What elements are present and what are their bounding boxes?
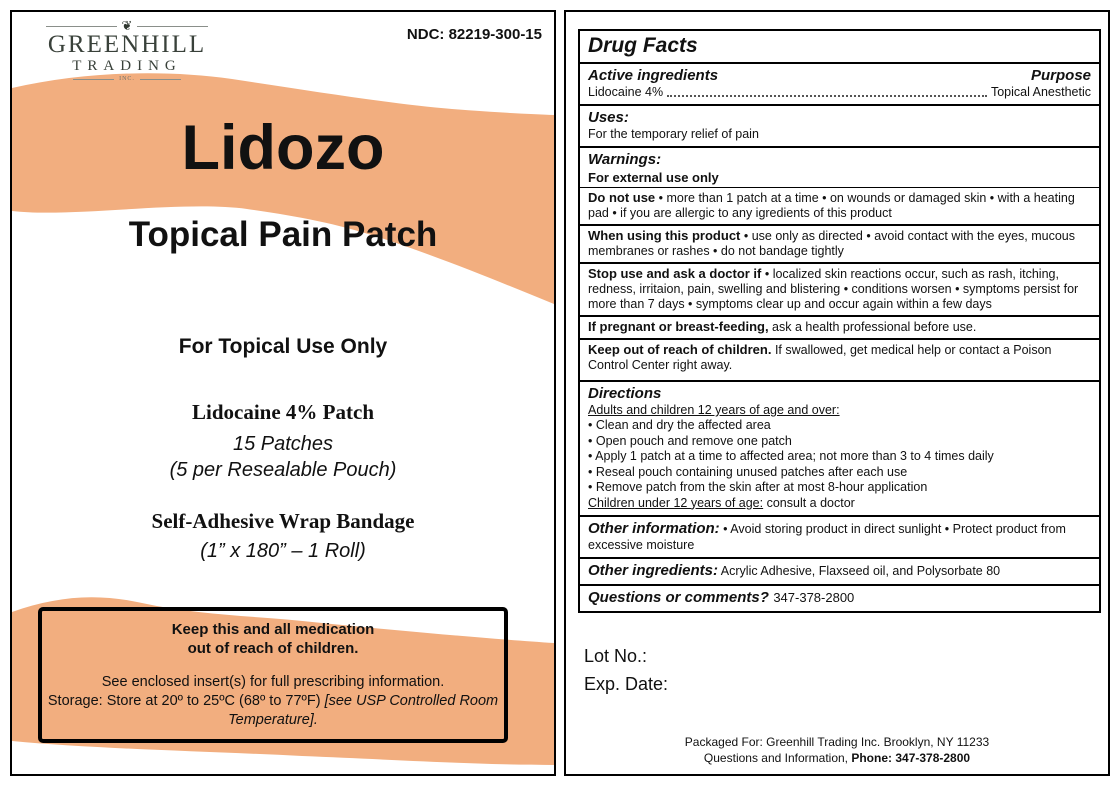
logo-trading-text: TRADING <box>72 58 182 74</box>
active-purpose-headings <box>588 66 1091 85</box>
packager-footer <box>566 734 1108 766</box>
storage-statement <box>42 692 504 730</box>
other-information-row <box>588 519 1091 553</box>
lot-number-label: Lot No.: <box>584 646 648 666</box>
logo-rule-left <box>46 26 117 27</box>
front-label-content <box>12 12 554 774</box>
ndc-number: NDC: 82219-300-15 <box>406 26 542 43</box>
active-ingredients-heading: Active ingredients <box>588 67 719 84</box>
direction-step: • Reseal pouch containing unused patches after each use <box>588 465 1091 481</box>
storage-usp-reference: [see USP Controlled Room Temperature]. <box>228 693 499 728</box>
stop-use-text: • localized skin reactions occur, such as rash, itching, redness, irritaion, pain, swelling and blistering • conditions worsen • symptoms persist for more than 7 days • symptoms clear up and occur again within a few days <box>588 267 1079 311</box>
purpose-heading: Purpose <box>1030 67 1091 84</box>
directions-list <box>588 418 1091 496</box>
pregnant-lead: If pregnant or breast-feeding, <box>588 319 769 334</box>
uses-text: For the temporary relief of pain <box>588 127 759 141</box>
logo-inc-row <box>18 76 236 82</box>
questions-heading: Questions or comments? <box>588 588 769 606</box>
purpose-value: Topical Anesthetic <box>990 85 1091 99</box>
do-not-use-text: • more than 1 patch at a time • on wounds or damaged skin • with a heating pad • if you are allergic to any igredients of this product <box>588 191 1075 220</box>
direction-step: • Clean and dry the affected area <box>588 418 1091 434</box>
pouch-count: (5 per Resealable Pouch) <box>169 459 397 481</box>
bandage-statement: Self-Adhesive Wrap Bandage <box>151 509 415 533</box>
logo-inc-rule-left <box>73 79 114 80</box>
questions-info-text: Questions and Information, <box>703 751 852 765</box>
uses-section <box>580 104 1099 146</box>
do-not-use-lead: Do not use <box>588 190 656 205</box>
active-ingredients-section <box>580 62 1099 104</box>
keep-box-spacer <box>42 658 504 673</box>
drug-facts-title: Drug Facts <box>588 34 698 57</box>
questions-section <box>580 584 1099 611</box>
leaf-flower-icon: ❦ <box>121 18 133 33</box>
logo-inc-rule-right <box>140 79 181 80</box>
active-ingredient-row <box>588 85 1091 100</box>
stop-use-lead: Stop use and ask a doctor if <box>588 266 762 281</box>
pregnant-warning <box>580 317 1099 340</box>
warnings-heading: Warnings: <box>588 151 662 168</box>
direction-step: • Apply 1 patch at a time to affected area; not more than 3 to 4 times daily <box>588 449 1091 465</box>
keep-children-lead: Keep out of reach of children. <box>588 342 772 357</box>
uses-heading: Uses: <box>588 109 629 126</box>
do-not-use-warning <box>580 188 1099 226</box>
keep-children-text: If swallowed, get medical help or contact a Poison Control Center right away. <box>588 343 1052 372</box>
warnings-section <box>580 146 1099 380</box>
other-information-text: • Avoid storing product in direct sunlight • Protect product from excessive moisture <box>588 521 1066 552</box>
direction-step: • Open pouch and remove one patch <box>588 434 1091 450</box>
external-use-statement: For external use only <box>580 169 1099 188</box>
roll-dimensions: (1” x 180” – 1 Roll) <box>200 540 366 562</box>
children-under-12-text: consult a doctor <box>763 495 855 510</box>
topical-use-statement: For Topical Use Only <box>178 335 388 358</box>
other-ingredients-text: Acrylic Adhesive, Flaxseed oil, and Polysorbate 80 <box>718 563 1001 578</box>
logo-rule-right <box>137 26 208 27</box>
other-ingredients-heading: Other ingredients: <box>588 561 719 579</box>
other-information-heading: Other information: <box>588 519 720 537</box>
direction-step: • Remove patch from the skin after at most 8-hour application <box>588 480 1091 496</box>
directions-section <box>580 380 1099 515</box>
logo-name-text: GREENHILL <box>47 31 207 58</box>
pregnant-text: ask a health professional before use. <box>768 320 977 334</box>
storage-text: Storage: Store at 20º to 25ºC (68º to 77ºF) <box>47 693 325 709</box>
when-using-warning <box>580 226 1099 264</box>
questions-info-line <box>566 750 1108 766</box>
insert-statement: See enclosed insert(s) for full prescribing information. <box>101 674 445 690</box>
active-ingredient-name: Lidocaine 4% <box>588 85 664 99</box>
brand-name: Lidozo <box>181 113 385 183</box>
directions-heading: Directions <box>588 385 662 402</box>
patch-count: 15 Patches <box>232 433 334 455</box>
when-using-lead: When using this product <box>588 228 741 243</box>
adults-heading: Adults and children 12 years of age and over: <box>588 403 840 417</box>
other-information-section <box>580 515 1099 557</box>
strength-statement: Lidocaine 4% Patch <box>192 400 374 424</box>
product-type-title: Topical Pain Patch <box>128 215 438 254</box>
children-under-12-lead: Children under 12 years of age: <box>588 495 764 510</box>
other-ingredients-section <box>580 557 1099 584</box>
footer-phone-number: Phone: 347-378-2800 <box>851 751 971 765</box>
dot-leader <box>667 95 987 97</box>
logo-inc-text: INC. <box>119 76 135 82</box>
drug-facts-panel <box>564 10 1110 776</box>
front-label-panel <box>10 10 556 776</box>
expiration-date-label: Exp. Date: <box>584 674 669 694</box>
drug-facts-box <box>578 29 1101 613</box>
keep-out-of-reach-box <box>38 607 508 743</box>
keep-box-line2: out of reach of children. <box>187 640 359 657</box>
stop-use-warning <box>580 264 1099 317</box>
children-under-12-direction <box>588 496 1091 511</box>
when-using-text: • use only as directed • avoid contact with the eyes, mucous membranes or rashes • do not bandage tightly <box>588 229 1076 258</box>
keep-children-warning <box>580 340 1099 376</box>
keep-box-line1: Keep this and all medication <box>171 621 375 638</box>
packaged-for-line: Packaged For: Greenhill Trading Inc. Brooklyn, NY 11233 <box>684 735 990 749</box>
greenhill-trading-logo <box>18 20 236 82</box>
questions-phone-number: 347-378-2800 <box>773 589 855 605</box>
lot-exp-block <box>584 642 668 698</box>
other-ingredients-row <box>588 561 1091 580</box>
